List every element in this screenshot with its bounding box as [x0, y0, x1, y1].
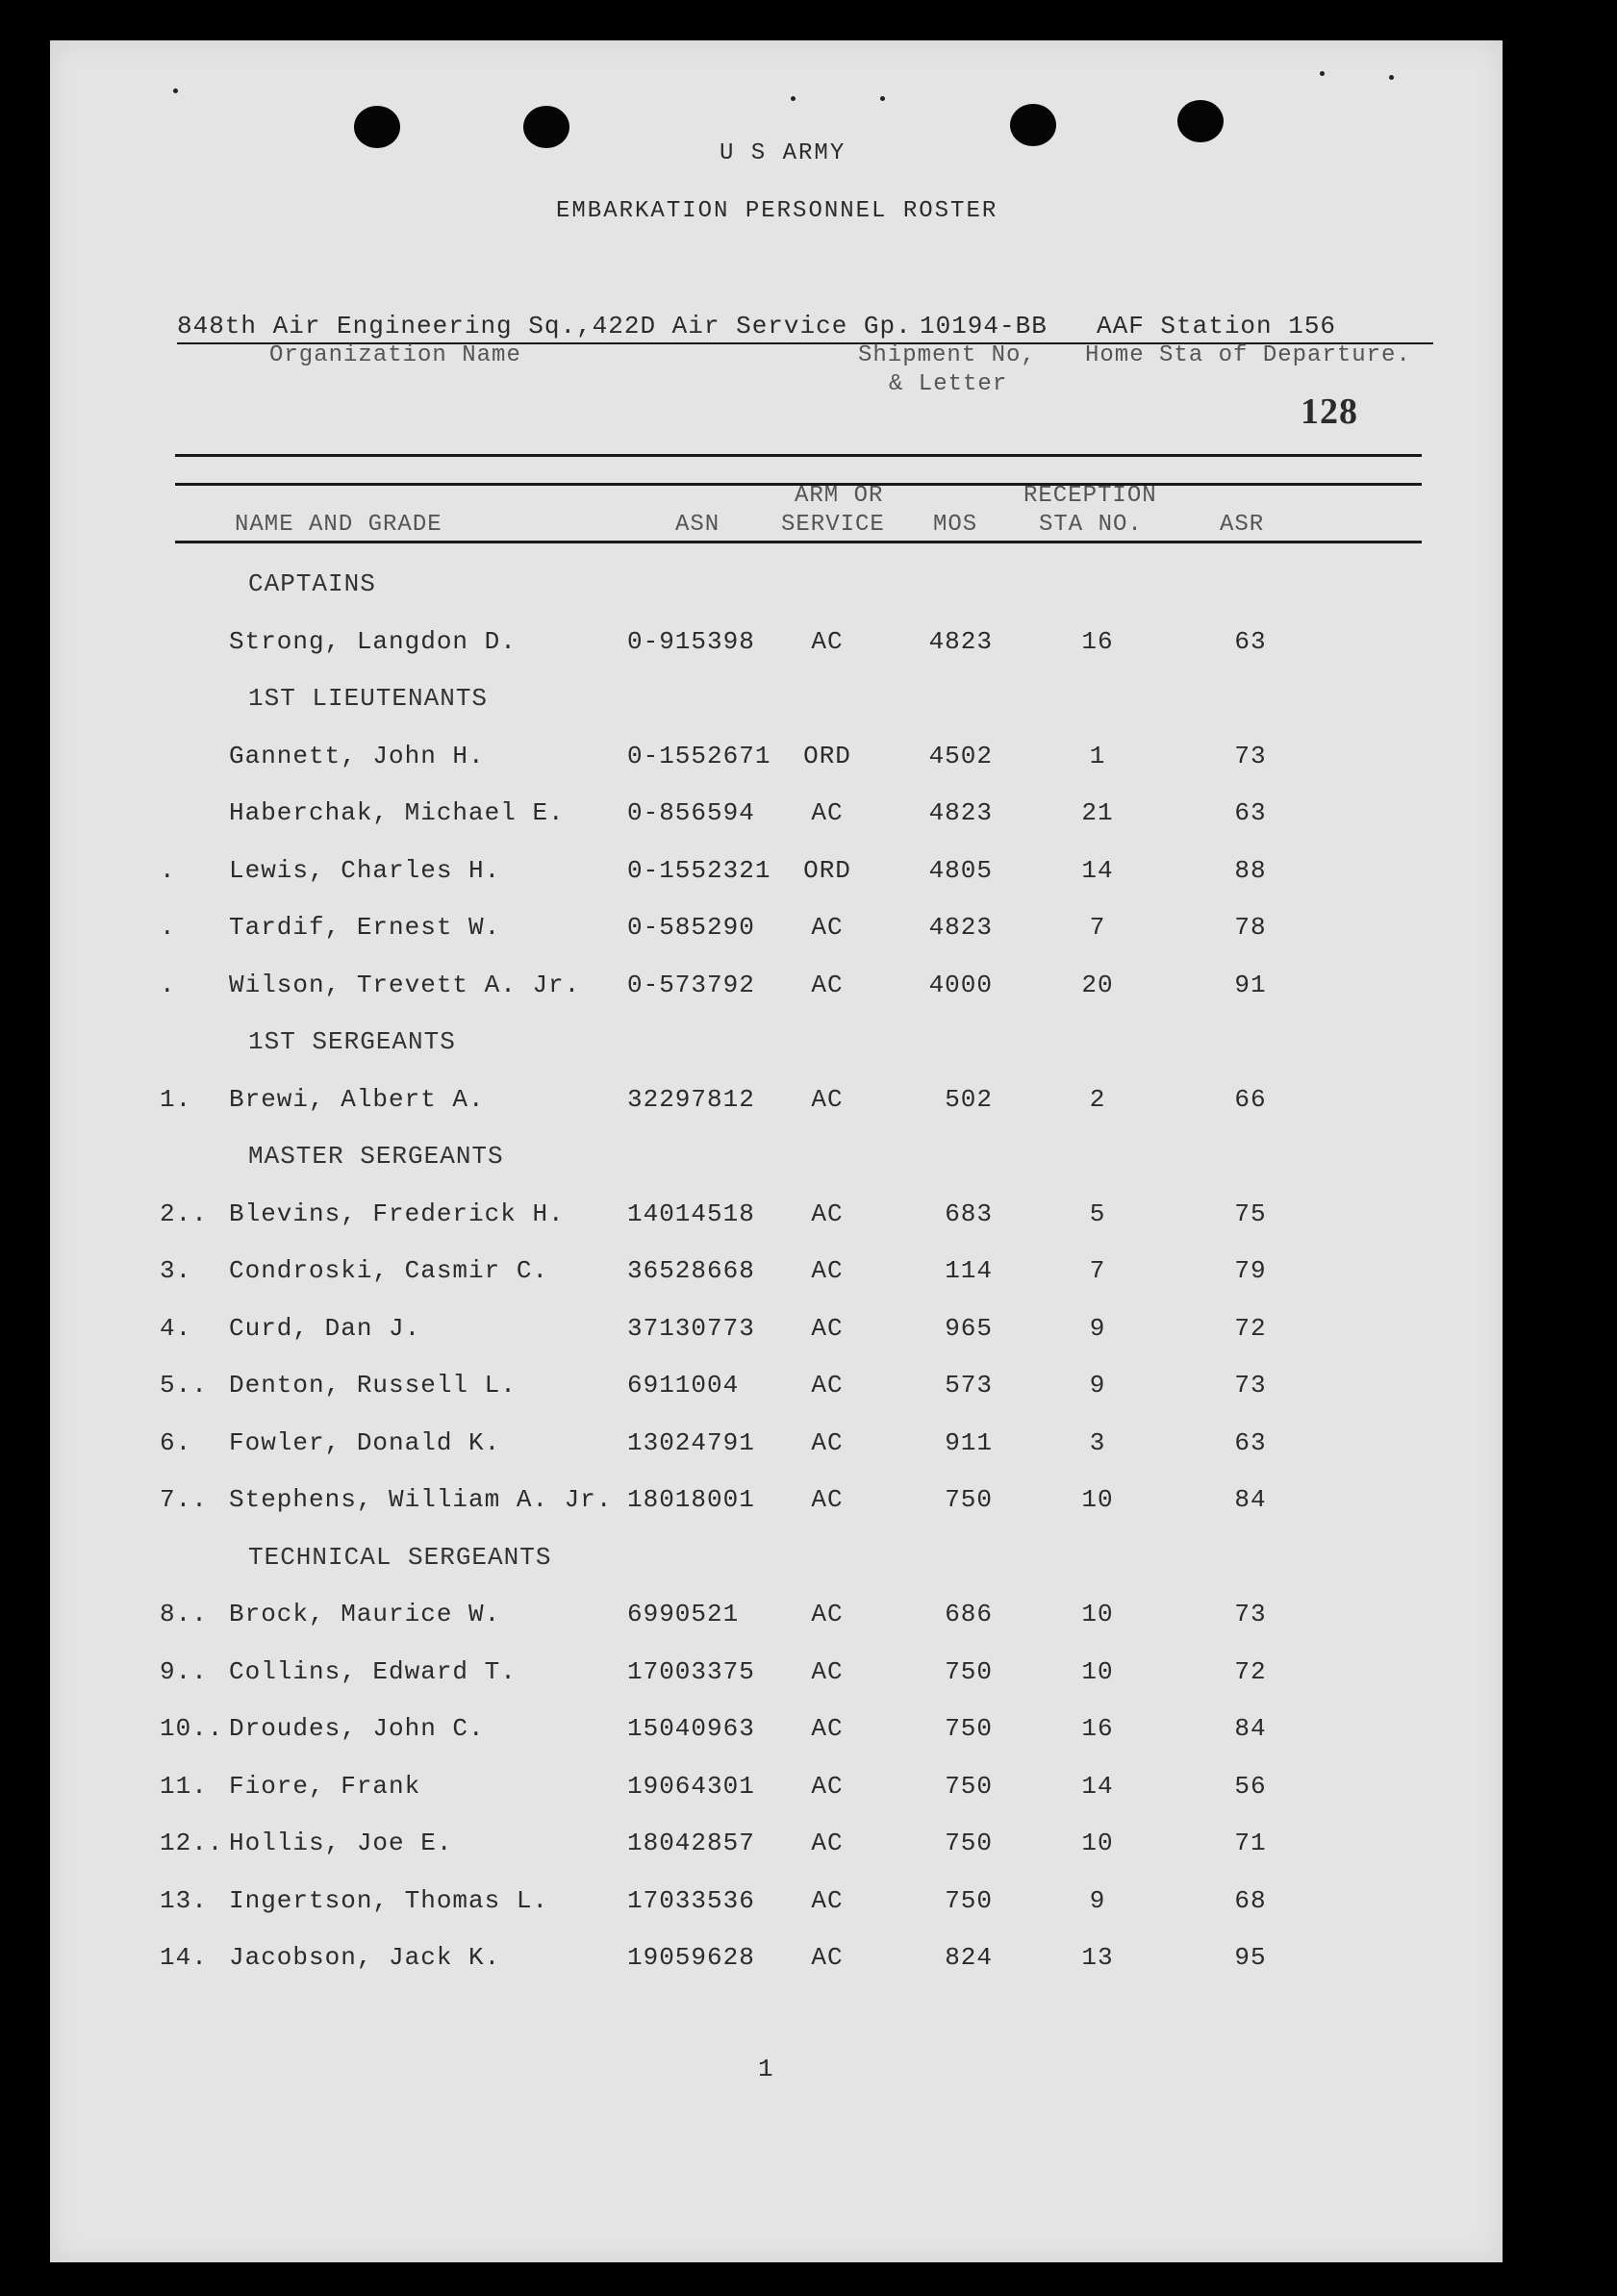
row-arm-service: AC [811, 1943, 844, 1972]
header-line-2: EMBARKATION PERSONNEL ROSTER [556, 198, 998, 224]
row-reception-sta: 7 [1089, 913, 1106, 942]
table-row [0, 1256, 1617, 1295]
row-number: . [160, 971, 176, 999]
table-row [0, 1772, 1617, 1810]
row-asn: 37130773 [627, 1314, 755, 1343]
table-row [0, 1886, 1617, 1925]
row-asr: 73 [1234, 1371, 1267, 1400]
roster-page-mark: 128 [1301, 391, 1358, 432]
row-asn: 17003375 [627, 1657, 755, 1686]
row-asr: 75 [1234, 1199, 1267, 1228]
row-reception-sta: 10 [1081, 1485, 1114, 1514]
col-header-asr: ASR [1220, 512, 1265, 538]
col-header-asn: ASN [675, 512, 720, 538]
punch-hole-3 [1010, 104, 1056, 146]
row-asn: 0-1552321 [627, 856, 771, 885]
row-asn: 17033536 [627, 1886, 755, 1915]
row-reception-sta: 1 [1089, 742, 1106, 770]
table-row [0, 1428, 1617, 1467]
row-asr: 68 [1234, 1886, 1267, 1915]
speck [173, 88, 178, 93]
row-arm-service: AC [811, 1829, 844, 1857]
row-asn: 0-585290 [627, 913, 755, 942]
table-row [0, 1199, 1617, 1238]
col-header-sta-2: STA NO. [1039, 512, 1143, 538]
table-row [0, 1943, 1617, 1981]
col-header-name: NAME AND GRADE [235, 512, 442, 538]
row-mos: 965 [945, 1314, 993, 1343]
row-reception-sta: 7 [1089, 1256, 1106, 1285]
row-reception-sta: 16 [1081, 627, 1114, 656]
row-asn: 19059628 [627, 1943, 755, 1972]
row-reception-sta: 14 [1081, 856, 1114, 885]
row-reception-sta: 2 [1089, 1085, 1106, 1114]
row-number: 7.. [160, 1485, 208, 1514]
row-asr: 63 [1234, 1428, 1267, 1457]
row-name: Brock, Maurice W. [229, 1600, 501, 1628]
row-mos: 750 [945, 1657, 993, 1686]
row-asr: 73 [1234, 742, 1267, 770]
row-reception-sta: 5 [1089, 1199, 1106, 1228]
row-mos: 4823 [928, 627, 993, 656]
row-arm-service: ORD [803, 856, 851, 885]
row-mos: 683 [945, 1199, 993, 1228]
row-reception-sta: 10 [1081, 1657, 1114, 1686]
row-mos: 750 [945, 1772, 993, 1801]
row-asr: 56 [1234, 1772, 1267, 1801]
row-mos: 750 [945, 1886, 993, 1915]
row-number: 1. [160, 1085, 192, 1114]
row-number: 14. [160, 1943, 208, 1972]
row-number: 5.. [160, 1371, 208, 1400]
row-name: Fiore, Frank [229, 1772, 421, 1801]
row-arm-service: AC [811, 1314, 844, 1343]
row-arm-service: AC [811, 1371, 844, 1400]
table-row [0, 1829, 1617, 1867]
row-asr: 63 [1234, 627, 1267, 656]
row-asr: 95 [1234, 1943, 1267, 1972]
row-reception-sta: 9 [1089, 1886, 1106, 1915]
row-mos: 911 [945, 1428, 993, 1457]
row-asr: 72 [1234, 1314, 1267, 1343]
row-asr: 63 [1234, 798, 1267, 827]
row-number: 8.. [160, 1600, 208, 1628]
row-reception-sta: 9 [1089, 1314, 1106, 1343]
row-asn: 0-915398 [627, 627, 755, 656]
table-row [0, 1600, 1617, 1638]
footer-page-number: 1 [758, 2055, 774, 2083]
row-mos: 4502 [928, 742, 993, 770]
header-line-1: U S ARMY [720, 140, 846, 166]
table-row [0, 913, 1617, 951]
row-asn: 15040963 [627, 1714, 755, 1743]
speck [880, 96, 885, 101]
shipment-caption-2: & Letter [889, 371, 1008, 397]
row-asn: 18018001 [627, 1485, 755, 1514]
row-name: Haberchak, Michael E. [229, 798, 565, 827]
row-reception-sta: 9 [1089, 1371, 1106, 1400]
speck [1389, 75, 1394, 80]
row-arm-service: AC [811, 627, 844, 656]
row-number: 2.. [160, 1199, 208, 1228]
row-asr: 78 [1234, 913, 1267, 942]
row-asn: 19064301 [627, 1772, 755, 1801]
table-row [0, 1314, 1617, 1352]
row-mos: 824 [945, 1943, 993, 1972]
row-asn: 13024791 [627, 1428, 755, 1457]
table-row [0, 1371, 1617, 1409]
row-reception-sta: 16 [1081, 1714, 1114, 1743]
row-asr: 84 [1234, 1485, 1267, 1514]
row-name: Fowler, Donald K. [229, 1428, 501, 1457]
table-row [0, 971, 1617, 1009]
table-row [0, 1714, 1617, 1753]
row-reception-sta: 20 [1081, 971, 1114, 999]
section-title: CAPTAINS [248, 569, 376, 598]
row-number: 10.. [160, 1714, 224, 1743]
row-arm-service: ORD [803, 742, 851, 770]
row-arm-service: AC [811, 1886, 844, 1915]
row-asr: 88 [1234, 856, 1267, 885]
row-number: 3. [160, 1256, 192, 1285]
table-row [0, 798, 1617, 837]
row-asr: 84 [1234, 1714, 1267, 1743]
row-name: Droudes, John C. [229, 1714, 485, 1743]
row-asn: 0-1552671 [627, 742, 771, 770]
table-header-rule [175, 541, 1422, 543]
row-arm-service: AC [811, 1657, 844, 1686]
col-header-sta-1: RECEPTION [1023, 483, 1157, 509]
row-arm-service: AC [811, 1085, 844, 1114]
speck [1320, 71, 1325, 76]
row-asr: 79 [1234, 1256, 1267, 1285]
row-name: Strong, Langdon D. [229, 627, 517, 656]
row-asr: 71 [1234, 1829, 1267, 1857]
section-title: 1ST SERGEANTS [248, 1027, 456, 1056]
row-name: Jacobson, Jack K. [229, 1943, 501, 1972]
row-asn: 32297812 [627, 1085, 755, 1114]
row-mos: 750 [945, 1829, 993, 1857]
row-name: Gannett, John H. [229, 742, 485, 770]
punch-hole-4 [1177, 100, 1224, 142]
row-name: Ingertson, Thomas L. [229, 1886, 549, 1915]
row-number: . [160, 913, 176, 942]
section-title: MASTER SERGEANTS [248, 1142, 504, 1171]
col-header-arm-1: ARM OR [795, 483, 884, 509]
row-mos: 114 [945, 1256, 993, 1285]
row-name: Wilson, Trevett A. Jr. [229, 971, 581, 999]
row-name: Hollis, Joe E. [229, 1829, 453, 1857]
row-mos: 750 [945, 1714, 993, 1743]
row-asn: 36528668 [627, 1256, 755, 1285]
row-reception-sta: 21 [1081, 798, 1114, 827]
row-asn: 14014518 [627, 1199, 755, 1228]
row-name: Curd, Dan J. [229, 1314, 421, 1343]
row-asr: 72 [1234, 1657, 1267, 1686]
row-asn: 6990521 [627, 1600, 740, 1628]
row-arm-service: AC [811, 1428, 844, 1457]
punch-hole-2 [523, 106, 569, 148]
home-station-value: AAF Station 156 [1097, 312, 1337, 341]
row-arm-service: AC [811, 1199, 844, 1228]
row-arm-service: AC [811, 1485, 844, 1514]
row-arm-service: AC [811, 1772, 844, 1801]
row-arm-service: AC [811, 913, 844, 942]
organization-name-value: 848th Air Engineering Sq.,422D Air Service Gp. [177, 312, 912, 341]
row-mos: 686 [945, 1600, 993, 1628]
row-reception-sta: 14 [1081, 1772, 1114, 1801]
row-asr: 91 [1234, 971, 1267, 999]
home-station-caption: Home Sta of Departure. [1085, 342, 1411, 368]
row-reception-sta: 13 [1081, 1943, 1114, 1972]
row-number: 4. [160, 1314, 192, 1343]
row-asr: 73 [1234, 1600, 1267, 1628]
row-number: . [160, 856, 176, 885]
row-name: Condroski, Casmir C. [229, 1256, 549, 1285]
row-asn: 6911004 [627, 1371, 740, 1400]
row-mos: 4000 [928, 971, 993, 999]
row-name: Lewis, Charles H. [229, 856, 501, 885]
row-asr: 66 [1234, 1085, 1267, 1114]
row-number: 12.. [160, 1829, 224, 1857]
row-name: Collins, Edward T. [229, 1657, 517, 1686]
row-mos: 4823 [928, 913, 993, 942]
row-arm-service: AC [811, 1714, 844, 1743]
row-name: Stephens, William A. Jr. [229, 1485, 613, 1514]
row-arm-service: AC [811, 1256, 844, 1285]
row-asn: 0-573792 [627, 971, 755, 999]
row-number: 11. [160, 1772, 208, 1801]
table-top-rule-1 [175, 454, 1422, 457]
col-header-mos: MOS [933, 512, 978, 538]
row-arm-service: AC [811, 798, 844, 827]
section-title: 1ST LIEUTENANTS [248, 684, 489, 713]
row-mos: 573 [945, 1371, 993, 1400]
table-row [0, 1657, 1617, 1696]
shipment-number-value: 10194-BB [920, 312, 1048, 341]
row-reception-sta: 10 [1081, 1600, 1114, 1628]
row-number: 9.. [160, 1657, 208, 1686]
row-asn: 18042857 [627, 1829, 755, 1857]
row-mos: 750 [945, 1485, 993, 1514]
row-name: Tardif, Ernest W. [229, 913, 501, 942]
speck [791, 96, 796, 101]
shipment-caption-1: Shipment No, [858, 342, 1036, 368]
table-row [0, 742, 1617, 780]
section-title: TECHNICAL SERGEANTS [248, 1543, 552, 1572]
row-reception-sta: 10 [1081, 1829, 1114, 1857]
row-name: Brewi, Albert A. [229, 1085, 485, 1114]
table-row [0, 1085, 1617, 1123]
table-row [0, 1485, 1617, 1524]
row-asn: 0-856594 [627, 798, 755, 827]
row-name: Denton, Russell L. [229, 1371, 517, 1400]
row-number: 13. [160, 1886, 208, 1915]
row-mos: 4823 [928, 798, 993, 827]
row-arm-service: AC [811, 1600, 844, 1628]
organization-name-caption: Organization Name [269, 342, 521, 368]
row-name: Blevins, Frederick H. [229, 1199, 565, 1228]
row-mos: 4805 [928, 856, 993, 885]
table-row [0, 627, 1617, 666]
row-number: 6. [160, 1428, 192, 1457]
table-row [0, 856, 1617, 895]
row-mos: 502 [945, 1085, 993, 1114]
col-header-arm-2: SERVICE [781, 512, 885, 538]
punch-hole-1 [354, 106, 400, 148]
row-reception-sta: 3 [1089, 1428, 1106, 1457]
row-arm-service: AC [811, 971, 844, 999]
